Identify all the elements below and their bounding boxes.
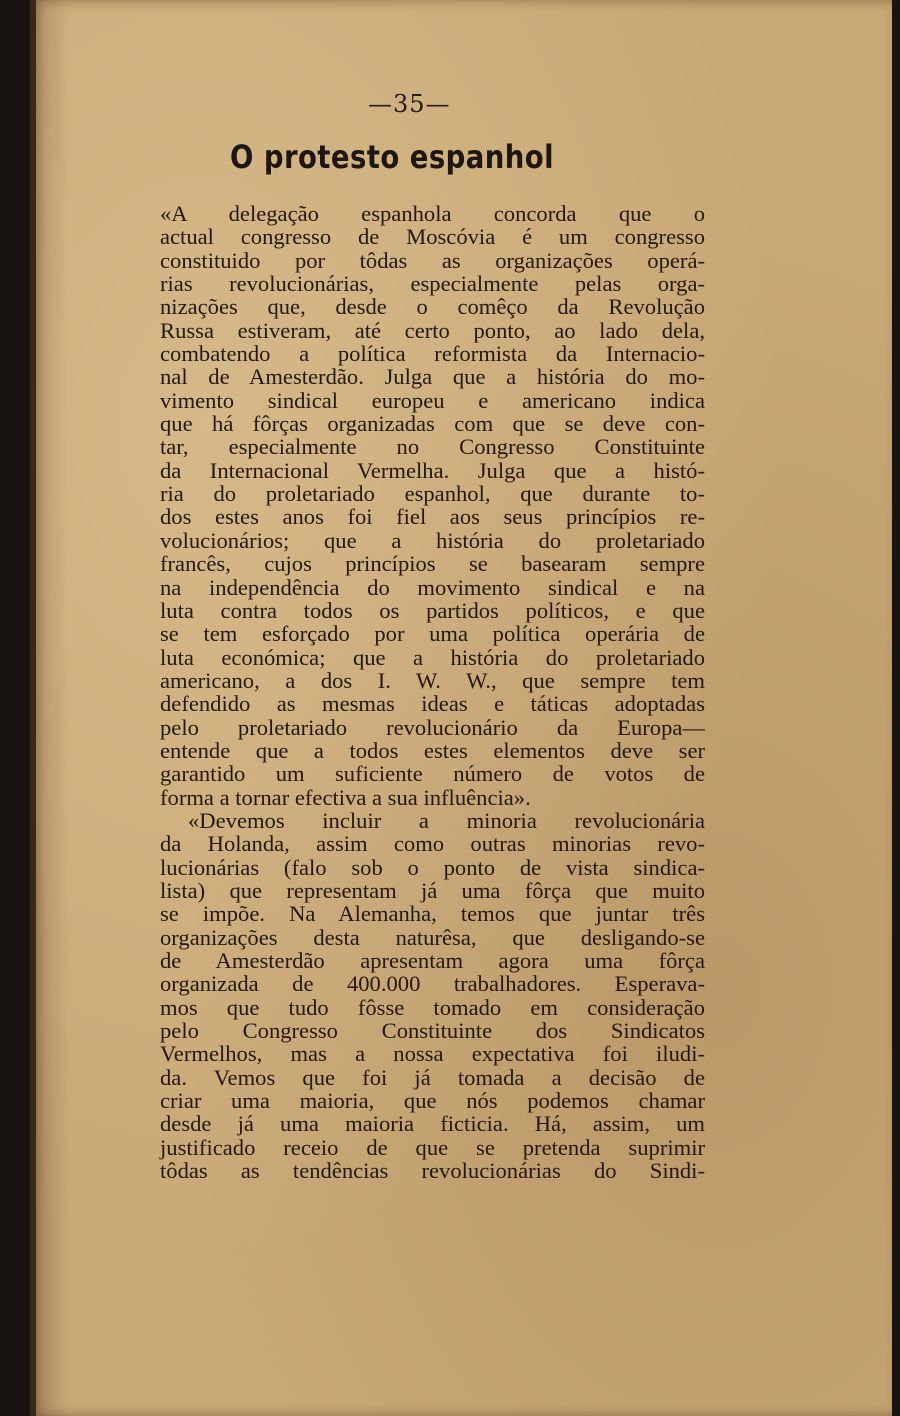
text-line: de Amesterdão apresentam agora uma fôrça (160, 948, 705, 973)
text-line: justificado receio de que se pretenda suprimir (160, 1134, 705, 1160)
text-line: tar, especialmente no Congresso Constituinte (160, 434, 705, 460)
text-line: desde já uma maioria ficticia. Há, assim, um (160, 1111, 705, 1137)
text-line: pelo Congresso Constituinte dos Sindicatos (160, 1018, 705, 1044)
text-line: lista) que representam já uma fôrça que muito (160, 877, 705, 903)
text-line: actual congresso de Moscóvia é um congresso (160, 224, 705, 250)
text-line: mos que tudo fôsse tomado em consideração (160, 994, 705, 1020)
text-line: luta contra todos os partidos políticos, e que (160, 597, 705, 623)
text-line: criar uma maioria, que nós podemos chamar (160, 1088, 705, 1114)
text-line: «Devemos incluir a minoria revolucionária (188, 807, 705, 833)
paragraph-minorities-statement (160, 809, 705, 1183)
paragraph-delegation-statement (160, 202, 705, 809)
text-line: rias revolucionárias, especialmente pelas orga- (160, 271, 705, 297)
text-line: forma a tornar efectiva a sua influência». (160, 784, 531, 810)
text-line: Russa estiveram, até certo ponto, ao lado dela, (160, 317, 705, 343)
text-line: ria do proletariado espanhol, que durante to- (160, 481, 705, 507)
text-line: organizações desta naturêsa, que desligando-se (160, 924, 705, 950)
text-line: francês, cujos princípios se basearam sempre (160, 551, 705, 577)
text-line: entende que a todos estes elementos deve ser (160, 737, 705, 763)
body-text (160, 202, 705, 1182)
text-line: tôdas as tendências revolucionárias do Sindi- (160, 1158, 705, 1184)
text-line: lucionárias (falo sob o ponto de vista sindica- (160, 854, 705, 880)
book-page (30, 0, 892, 1416)
text-line: da. Vemos que foi já tomada a decisão de (160, 1064, 705, 1090)
text-line: volucionários; que a história do proletariado (160, 527, 705, 553)
text-line: Vermelhos, mas a nossa expectativa foi iludi- (160, 1041, 705, 1067)
text-line: que há fôrças organizadas com que se deve con- (160, 411, 705, 437)
text-line: «A delegação espanhola concorda que o (160, 201, 705, 226)
text-line: constituido por tôdas as organizações operá- (160, 247, 705, 273)
text-line: da Internacional Vermelha. Julga que a histó- (160, 457, 705, 483)
page-spine-edge (30, 0, 36, 1416)
page-number: —35— (368, 90, 451, 118)
text-line: organizada de 400.000 trabalhadores. Esperava- (160, 971, 705, 997)
text-line: se tem esforçado por uma política operária de (160, 621, 705, 647)
text-line: luta económica; que a história do proletariado (160, 644, 705, 670)
text-line: combatendo a política reformista da Internacio- (160, 341, 705, 367)
text-line: pelo proletariado revolucionário da Europa— (160, 714, 705, 740)
text-line: nizações que, desde o comêço da Revolução (160, 294, 705, 320)
text-line: defendido as mesmas ideas e táticas adoptadas (160, 691, 705, 717)
text-line: dos estes anos foi fiel aos seus princípios re- (160, 504, 705, 530)
text-line: nal de Amesterdão. Julga que a história do mo- (160, 364, 705, 390)
text-line: da Holanda, assim como outras minorias revo- (160, 831, 705, 857)
text-line: vimento sindical europeu e americano indica (160, 387, 705, 413)
text-line: se impõe. Na Alemanha, temos que juntar três (160, 901, 705, 927)
text-line: garantido um suficiente número de votos de (160, 761, 705, 787)
chapter-title: O protesto espanhol (230, 138, 555, 176)
text-line: na independência do movimento sindical e na (160, 574, 705, 600)
text-line: americano, a dos I. W. W., que sempre tem (160, 667, 705, 693)
